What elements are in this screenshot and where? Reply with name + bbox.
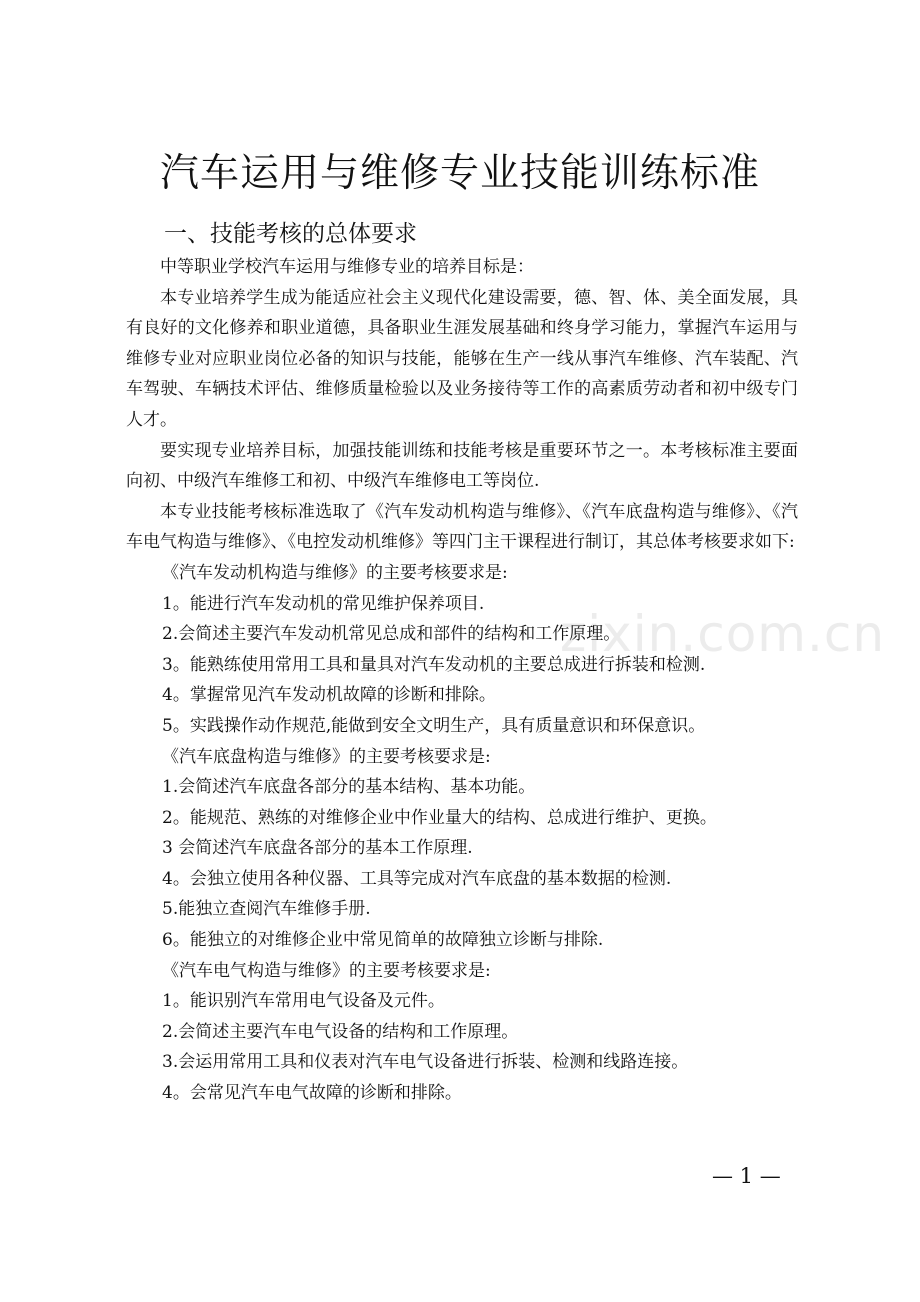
list-item: 4。会独立使用各种仪器、工具等完成对汽车底盘的基本数据的检测. bbox=[162, 868, 672, 889]
document-title: 汽车运用与维修专业技能训练标准 bbox=[159, 151, 760, 196]
list-item: 1。能进行汽车发动机的常见维护保养项目. bbox=[162, 593, 485, 614]
chassis-course-heading: 《汽车底盘构造与维修》的主要考核要求是: bbox=[162, 746, 491, 767]
list-item: 3 会简述汽车底盘各部分的基本工作原理. bbox=[162, 838, 473, 859]
assessment-importance-paragraph: 要实现专业培养目标，加强技能训练和技能考核是重要环节之一。本考核标准主要面向初、中级汽车维修工和初、中级汽车维修电工等岗位. bbox=[126, 440, 798, 492]
engine-course-heading: 《汽车发动机构造与维修》的主要考核要求是: bbox=[162, 562, 508, 583]
list-item: 2.会简述主要汽车发动机常见总成和部件的结构和工作原理。 bbox=[162, 624, 621, 645]
list-item: 5.能独立查阅汽车维修手册. bbox=[162, 899, 371, 920]
electrical-course-heading: 《汽车电气构造与维修》的主要考核要求是: bbox=[162, 960, 491, 981]
list-item: 2。能规范、熟练的对维修企业中作业量大的结构、总成进行维护、更换。 bbox=[162, 807, 717, 828]
list-item: 5。实践操作动作规范,能做到安全文明生产，具有质量意识和环保意识。 bbox=[162, 715, 706, 736]
document-body bbox=[126, 252, 798, 1109]
watermark: zixin.com.cn bbox=[560, 605, 886, 663]
page-number: — 1 — bbox=[712, 1164, 781, 1188]
course-selection-paragraph: 本专业技能考核标准选取了《汽车发动机构造与维修》、《汽车底盘构造与维修》、《汽车电气构造与维修》、《电控发动机维修》等四门主干课程进行制订，其总体考核要求如下: bbox=[126, 501, 798, 553]
training-goal-paragraph: 本专业培养学生成为能适应社会主义现代化建设需要，德、智、体、美全面发展，具有良好的文化修养和职业道德，具备职业生涯发展基础和终身学习能力，掌握汽车运用与维修专业对应职业岗位必备的知识与技能，能够在生产一线从事汽车维修、汽车装配、汽车驾驶、车辆技术评估、维修质量检验以及业务接待等工作的高素质劳动者和初中级专门人才。 bbox=[126, 287, 798, 430]
list-item: 2.会简述主要汽车电气设备的结构和工作原理。 bbox=[162, 1021, 519, 1042]
list-item: 1.会简述汽车底盘各部分的基本结构、基本功能。 bbox=[162, 777, 536, 798]
intro-paragraph: 中等职业学校汽车运用与维修专业的培养目标是： bbox=[160, 257, 534, 277]
list-item: 3。能熟练使用常用工具和量具对汽车发动机的主要总成进行拆装和检测. bbox=[162, 654, 706, 675]
list-item: 3.会运用常用工具和仪表对汽车电气设备进行拆装、检测和线路连接。 bbox=[162, 1052, 689, 1073]
list-item: 4。掌握常见汽车发动机故障的诊断和排除。 bbox=[162, 685, 496, 706]
list-item: 1。能识别汽车常用电气设备及元件。 bbox=[162, 991, 445, 1012]
section-heading: 一、技能考核的总体要求 bbox=[164, 221, 417, 247]
list-item: 6。能独立的对维修企业中常见简单的故障独立诊断与排除. bbox=[162, 930, 604, 951]
list-item: 4。会常见汽车电气故障的诊断和排除。 bbox=[162, 1083, 462, 1104]
